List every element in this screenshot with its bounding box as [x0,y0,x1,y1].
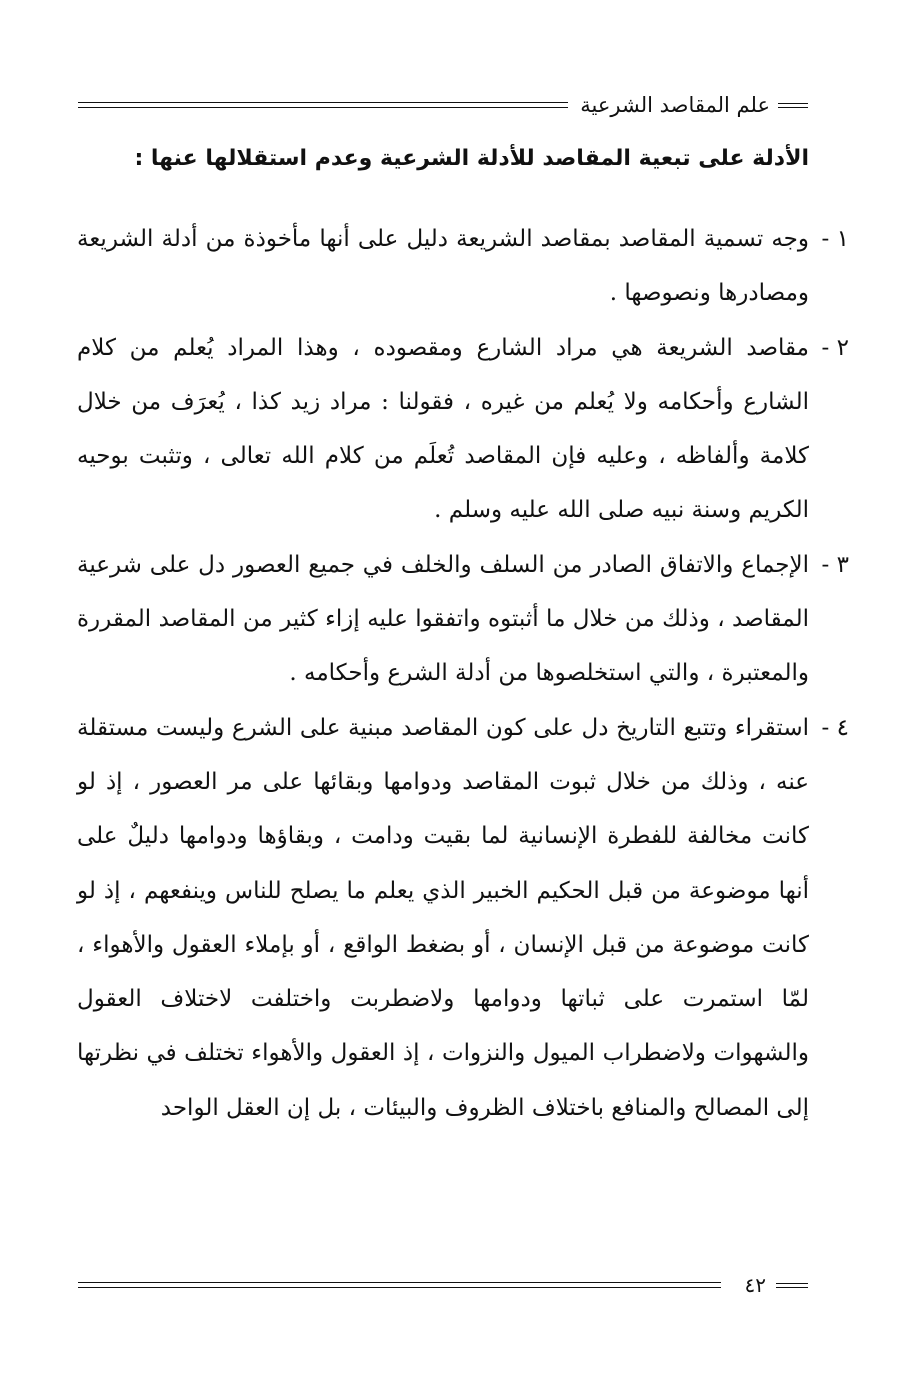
list-item [77,212,849,321]
list-item [77,538,849,701]
running-header [78,88,808,122]
item-number: ٤ - [821,714,849,741]
item-text: الإجماع والاتفاق الصادر من السلف والخلف في جميع العصور دل على شرعية المقاصد ، وذلك من خلال ما أثبتوه واتفقوا عليه إزاء كثير من المقاصد المقررة والمعتبرة ، والتي استخلصوها من أدلة الشرع وأحكامه . [77,551,809,687]
section-heading: الأدلة على تبعية المقاصد للأدلة الشرعية وعدم استقلالها عنها : [134,146,809,171]
page-number: ٤٢ [744,1273,766,1297]
evidence-list [77,212,849,1135]
page-footer [78,1270,808,1300]
item-number: ٢ - [821,334,849,361]
footer-long-rule [78,1282,721,1288]
list-item [77,701,849,1135]
list-item [77,321,849,538]
header-short-rule [778,103,808,108]
item-text: مقاصد الشريعة هي مراد الشارع ومقصوده ، وهذا المراد يُعلم من كلام الشارع وأحكامه ولا يُعلم من غيره ، فقولنا : مراد زيد كذا ، يُعرَف من خلال كلامة وألفاظه ، وعليه فإن المقاصد تُعلَم من كلام الله تعالى ، وتثبت بوحيه الكريم وسنة نبيه صلى الله عليه وسلم . [77,334,809,524]
item-number: ١ - [821,226,849,252]
item-text: وجه تسمية المقاصد بمقاصد الشريعة دليل على أنها مأخوذة من أدلة الشريعة ومصادرها ونصوصها . [77,226,809,307]
footer-short-rule [776,1283,808,1288]
item-text: استقراء وتتبع التاريخ دل على كون المقاصد مبنية على الشرع وليست مستقلة عنه ، وذلك من خلال ثبوت المقاصد ودوامها وبقائها على مر العصور ، إذ لو كانت مخالفة للفطرة الإنسانية لما بقيت ودامت ، وبقاؤها ودوامها دليلٌ على أنها موضوعة من قبل الحكيم الخبير الذي يعلم ما يصلح للناس وينفعهم ، إذ لو كانت موضوعة من قبل الإنسان ، أو بضغط الواقع ، أو بإملاء العقول والأهواء ، لمّا استمرت على ثباتها ودوامها ولاضطربت واختلفت لاختلاف العقول والشهوات ولاضطراب الميول والنزوات ، إذ العقول والأهواء تختلف في نظرتها إلى المصالح والمنافع باختلاف الظروف والبيئات ، بل إن العقل الواحد [77,714,809,1121]
item-number: ٣ - [821,551,849,578]
header-long-rule [78,102,568,108]
running-title: علم المقاصد الشرعية [580,93,770,117]
